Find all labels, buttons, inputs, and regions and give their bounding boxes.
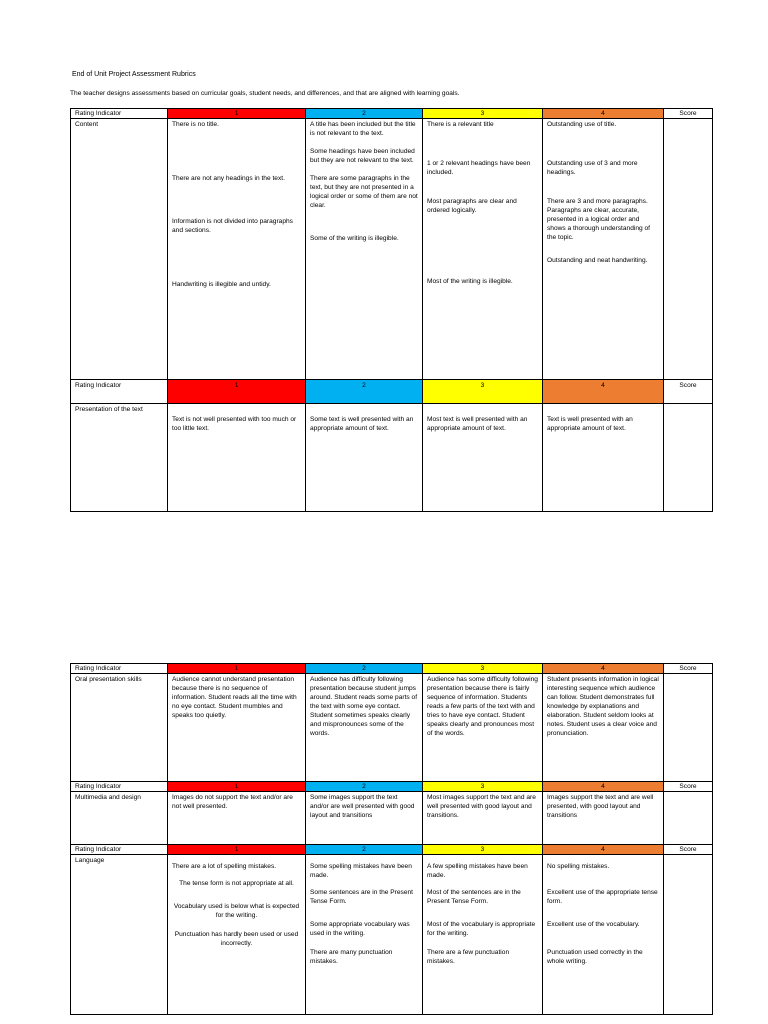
language-l1-punctuation: Punctuation has hardly been used or used incorrectly.: [174, 931, 299, 947]
oral-level-3: Audience has some difficulty following presentation because there is fairly sequence of information. Students reads a few parts of the text with and tries to have eye contact. Student speaks clearly and pronounces most of the words.: [423, 674, 543, 782]
level-2-header: 2: [306, 109, 423, 119]
language-l4-vocabulary: Excellent use of the vocabulary.: [547, 921, 640, 928]
score-header: Score: [664, 782, 713, 792]
language-l3-vocabulary: Most of the vocabulary is appropriate for the writing.: [427, 921, 536, 937]
language-level-3: [423, 855, 543, 1015]
multimedia-level-4: Images support the text and are well presented, with good layout and transitions: [543, 792, 664, 845]
multimedia-score-cell[interactable]: [664, 792, 713, 845]
rating-header-row: [71, 782, 713, 792]
level-1-header: 1: [168, 109, 306, 119]
content-l4-paragraphs: There are 3 and more paragraphs. Paragraphs are clear, accurate, presented in a logical order and shows a thorough understanding of the topic.: [547, 198, 651, 241]
oral-row: [71, 674, 713, 782]
rubric-table-1: [70, 108, 713, 512]
level-1-header: 1: [168, 845, 306, 855]
level-3-header: 3: [423, 380, 543, 404]
level-2-header: 2: [306, 782, 423, 792]
level-4-header: 4: [543, 664, 664, 674]
language-level-4: [543, 855, 664, 1015]
language-l2-vocabulary: Some appropriate vocabulary was used in the writing.: [310, 921, 410, 937]
content-l1-headings: There are not any headings in the text.: [172, 175, 285, 182]
language-l1-vocabulary: Vocabulary used is below what is expected for the writing.: [173, 903, 300, 919]
multimedia-row: [71, 792, 713, 845]
rating-indicator-label: Rating Indicator: [71, 782, 168, 792]
language-l3-tense: Most of the sentences are in the Present Tense Form.: [427, 889, 521, 905]
rating-indicator-label: Rating Indicator: [71, 380, 168, 404]
content-row: [71, 119, 713, 380]
level-2-header: 2: [306, 664, 423, 674]
content-l1-title: There is no title.: [172, 121, 219, 128]
level-4-header: 4: [543, 845, 664, 855]
language-l2-punctuation: There are many punctuation mistakes.: [310, 949, 393, 965]
presentation-level-3: Most text is well presented with an appropriate amount of text.: [423, 404, 543, 512]
presentation-level-2: Some text is well presented with an appropriate amount of text.: [306, 404, 423, 512]
content-score-cell[interactable]: [664, 119, 713, 380]
content-level-3: [423, 119, 543, 380]
language-l1-spelling: There are a lot of spelling mistakes.: [172, 863, 277, 870]
presentation-label: Presentation of the text: [71, 404, 168, 512]
rating-header-row: [71, 109, 713, 119]
language-l4-punctuation: Punctuation used correctly in the whole writing.: [547, 949, 643, 965]
multimedia-level-3: Most images support the text and are well presented with good layout and transitions.: [423, 792, 543, 845]
score-header: Score: [664, 380, 713, 404]
content-l2-headings: Some headings have been included but they are not relevant to the text.: [310, 148, 415, 164]
multimedia-level-2: Some images support the text and/or are well presented with good layout and transitions: [306, 792, 423, 845]
multimedia-label: Multimedia and design: [71, 792, 168, 845]
content-l1-paragraphs: Information is not divided into paragraphs and sections.: [172, 218, 293, 234]
content-l2-paragraphs: There are some paragraphs in the text, but they are not presented in a logical order or some of them are not clear.: [310, 175, 418, 209]
document-subtitle: The teacher designs assessments based on curricular goals, student needs, and differences, and that are aligned with learning goals.: [70, 90, 460, 97]
rating-indicator-label: Rating Indicator: [71, 845, 168, 855]
rating-header-row: [71, 664, 713, 674]
level-1-header: 1: [168, 782, 306, 792]
oral-level-1: Audience cannot understand presentation because there is no sequence of information. Student reads all the time with no eye contact. Student mumbles and speaks too quietly.: [168, 674, 306, 782]
content-l2-title: A title has been included but the title is not relevant to the text.: [310, 121, 416, 137]
oral-label: Oral presentation skills: [71, 674, 168, 782]
language-l1-tense: The tense form is not appropriate at all.: [179, 880, 294, 887]
content-label: Content: [71, 119, 168, 380]
level-3-header: 3: [423, 845, 543, 855]
rating-indicator-label: Rating Indicator: [71, 109, 168, 119]
rating-header-row: [71, 380, 713, 404]
content-l3-headings: 1 or 2 relevant headings have been included.: [427, 160, 531, 176]
oral-level-4: Student presents information in logical interesting sequence which audience can follow. Student demonstrates full knowledge by explanations and elaboration. Student seldom looks at notes. Student uses a clear voice and pronunciation.: [543, 674, 664, 782]
content-level-2: [306, 119, 423, 380]
level-4-header: 4: [543, 109, 664, 119]
content-l4-headings: Outstanding use of 3 and more headings.: [547, 160, 638, 176]
language-l3-spelling: A few spelling mistakes have been made.: [427, 863, 528, 879]
language-level-2: [306, 855, 423, 1015]
level-4-header: 4: [543, 380, 664, 404]
language-l2-tense: Some sentences are in the Present Tense Form.: [310, 889, 413, 905]
rubric-table-2: [70, 663, 713, 1015]
content-l3-paragraphs: Most paragraphs are clear and ordered logically.: [427, 198, 517, 214]
level-4-header: 4: [543, 782, 664, 792]
presentation-score-cell[interactable]: [664, 404, 713, 512]
oral-score-cell[interactable]: [664, 674, 713, 782]
level-1-header: 1: [168, 664, 306, 674]
language-l3-punctuation: There are a few punctuation mistakes.: [427, 949, 510, 965]
level-3-header: 3: [423, 664, 543, 674]
score-header: Score: [664, 845, 713, 855]
content-l3-title: There is a relevant title: [427, 121, 494, 128]
content-l2-handwriting: Some of the writing is illegible.: [310, 235, 399, 242]
language-label: Language: [71, 855, 168, 1015]
multimedia-level-1: Images do not support the text and/or are not well presented.: [168, 792, 306, 845]
rating-header-row: [71, 845, 713, 855]
level-3-header: 3: [423, 109, 543, 119]
rating-indicator-label: Rating Indicator: [71, 664, 168, 674]
content-l4-title: Outstanding use of title.: [547, 121, 617, 128]
language-l4-spelling: No spelling mistakes.: [547, 863, 610, 870]
oral-level-2: Audience has difficulty following presentation because student jumps around. Student reads some parts of the text with some eye contact. Student sometimes speaks clearly and mispronounces some of the words.: [306, 674, 423, 782]
language-score-cell[interactable]: [664, 855, 713, 1015]
language-row: [71, 855, 713, 1015]
score-header: Score: [664, 664, 713, 674]
level-1-header: 1: [168, 380, 306, 404]
language-l4-tense: Excellent use of the appropriate tense form.: [547, 889, 658, 905]
level-2-header: 2: [306, 380, 423, 404]
level-3-header: 3: [423, 782, 543, 792]
level-2-header: 2: [306, 845, 423, 855]
presentation-row: [71, 404, 713, 512]
content-l3-handwriting: Most of the writing is illegible.: [427, 278, 513, 285]
content-level-4: [543, 119, 664, 380]
content-l4-handwriting: Outstanding and neat handwriting.: [547, 257, 648, 264]
presentation-level-1: Text is not well presented with too much or too little text.: [168, 404, 306, 512]
score-header: Score: [664, 109, 713, 119]
content-level-1: [168, 119, 306, 380]
presentation-level-4: Text is well presented with an appropriate amount of text.: [543, 404, 664, 512]
content-l1-handwriting: Handwriting is illegible and untidy.: [172, 281, 271, 288]
document-title: End of Unit Project Assessment Rubrics: [72, 71, 196, 78]
language-l2-spelling: Some spelling mistakes have been made.: [310, 863, 412, 879]
language-level-1: [168, 855, 306, 1015]
